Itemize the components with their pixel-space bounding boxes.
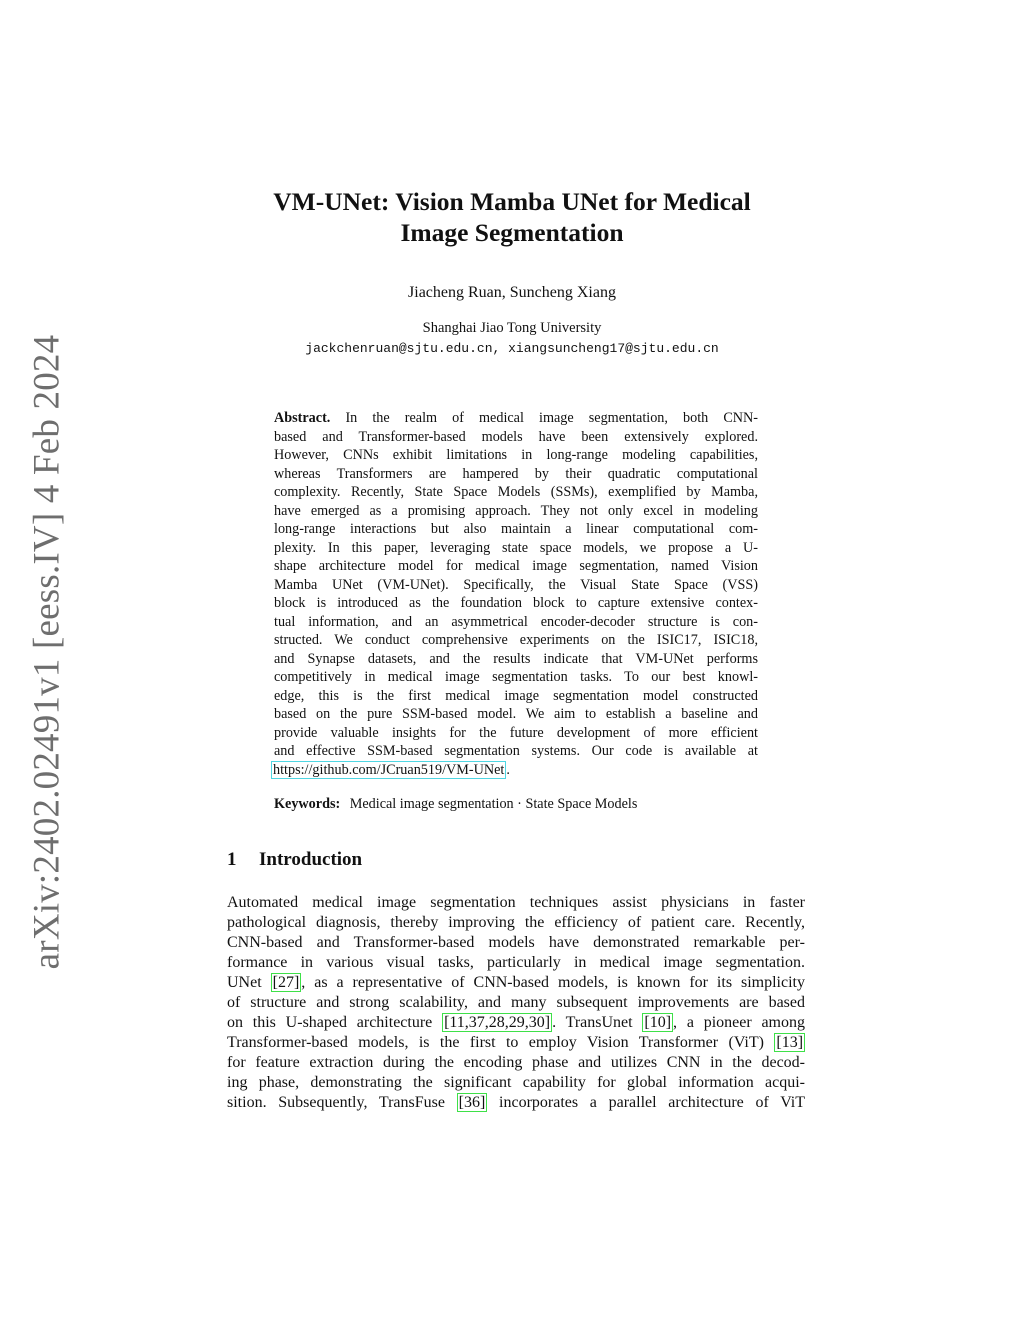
citation-link[interactable]: [27] <box>272 974 300 991</box>
code-repository-link[interactable]: https://github.com/JCruan519/VM-UNet <box>273 761 505 778</box>
body-text: , a pioneer among <box>673 1014 805 1031</box>
abstract-line: provide valuable insights for the future development of more efficient <box>274 724 758 741</box>
abstract-line: and effective SSM-based segmentation systems. Our code is available at <box>274 743 758 759</box>
body-line: of structure and strong scalability, and many subsequent improvements are based <box>227 994 805 1011</box>
abstract-line <box>274 409 758 428</box>
abstract-line: complexity. Recently, State Space Models (SSMs), exemplified by Mamba, <box>274 484 758 500</box>
body-text: on this U-shaped architecture <box>227 1014 433 1031</box>
body-line <box>227 1033 805 1053</box>
keywords-text: Medical image segmentation · State Space Models <box>349 796 638 812</box>
abstract-line: based on the pure SSM-based model. We aim to establish a baseline and <box>274 706 758 722</box>
abstract-last-line <box>274 761 758 780</box>
abstract-line: plexity. In this paper, leveraging state space models, we propose a U- <box>274 539 758 556</box>
link-period: . <box>506 761 510 778</box>
abstract-line: block is introduced as the foundation block to capture extensive contex- <box>274 595 758 611</box>
body-text: UNet <box>227 974 262 991</box>
citation-link[interactable]: [10] <box>644 1014 672 1031</box>
abstract-line: whereas Transformers are hampered by their quadratic computational <box>274 465 758 482</box>
abstract-line: However, CNNs exhibit limitations in long-range modeling capabilities, <box>274 447 758 463</box>
body-line: CNN-based and Transformer-based models have demonstrated remarkable per- <box>227 934 805 951</box>
abstract-line: structed. We conduct comprehensive experiments on the ISIC17, ISIC18, <box>274 632 758 648</box>
abstract-line: competitively in medical image segmentation tasks. To our best knowl- <box>274 669 758 685</box>
body-line <box>227 973 805 993</box>
affiliation: Shanghai Jiao Tong University <box>422 320 602 336</box>
abstract-line: have emerged as a promising approach. They not only excel in modeling <box>274 502 758 519</box>
introduction-paragraph <box>227 893 805 1113</box>
citation-link[interactable]: [11,37,28,29,30] <box>444 1014 551 1031</box>
author-emails: jackchenruan@sjtu.edu.cn, xiangsuncheng17@sjtu.edu.cn <box>305 341 719 356</box>
paper-title <box>0 186 1024 248</box>
body-line: Automated medical image segmentation techniques assist physicians in faster <box>227 894 805 911</box>
abstract-line: long-range interactions but also maintain a linear computational com- <box>274 521 758 537</box>
section-heading <box>227 849 362 871</box>
body-text: Transformer-based models, is the first to employ Vision Transformer (ViT) <box>227 1034 764 1051</box>
body-text: . TransUnet <box>552 1014 633 1031</box>
authors: Jiacheng Ruan, Suncheng Xiang <box>408 284 616 301</box>
arxiv-identifier: arXiv:2402.02491v1 [eess.IV] 4 Feb 2024 <box>26 334 68 970</box>
section-number: 1 <box>227 849 237 870</box>
citation-link[interactable]: [36] <box>458 1094 486 1111</box>
body-line: for feature extraction during the encoding phase and utilizes CNN in the decod- <box>227 1054 805 1071</box>
keywords <box>274 795 758 814</box>
body-text: incorporates a parallel architecture of ViT <box>499 1094 806 1111</box>
abstract-line: and Synapse datasets, and the results indicate that VM-UNet performs <box>274 650 758 667</box>
body-text: sition. Subsequently, TransFuse <box>227 1094 445 1111</box>
title-line-1: VM-UNet: Vision Mamba UNet for Medical <box>273 187 751 216</box>
abstract-line: based and Transformer-based models have been extensively explored. <box>274 428 758 445</box>
abstract-line: tual information, and an asymmetrical encoder-decoder structure is con- <box>274 613 758 630</box>
citation-link[interactable]: [13] <box>776 1034 804 1051</box>
body-line: ing phase, demonstrating the significant capability for global information acqui- <box>227 1074 805 1091</box>
body-line <box>227 1093 805 1113</box>
abstract-line: Mamba UNet (VM-UNet). Specifically, the Visual State Space (VSS) <box>274 576 758 593</box>
body-line: formance in various visual tasks, particularly in medical image segmentation. <box>227 954 805 971</box>
title-line-2: Image Segmentation <box>400 218 624 247</box>
abstract-line-text: In the realm of medical image segmentation, both CNN- <box>345 410 759 426</box>
body-text: , as a representative of CNN-based models, is known for its simplicity <box>301 974 805 991</box>
body-line: pathological diagnosis, thereby improving the efficiency of patient care. Recently, <box>227 914 805 931</box>
abstract-line: shape architecture model for medical image segmentation, named Vision <box>274 558 758 574</box>
body-line <box>227 1013 805 1033</box>
keywords-label: Keywords: <box>274 796 341 812</box>
section-title: Introduction <box>259 849 363 870</box>
abstract-line: edge, this is the first medical image segmentation model constructed <box>274 687 758 704</box>
abstract-label: Abstract. <box>274 410 331 426</box>
abstract <box>274 409 758 779</box>
